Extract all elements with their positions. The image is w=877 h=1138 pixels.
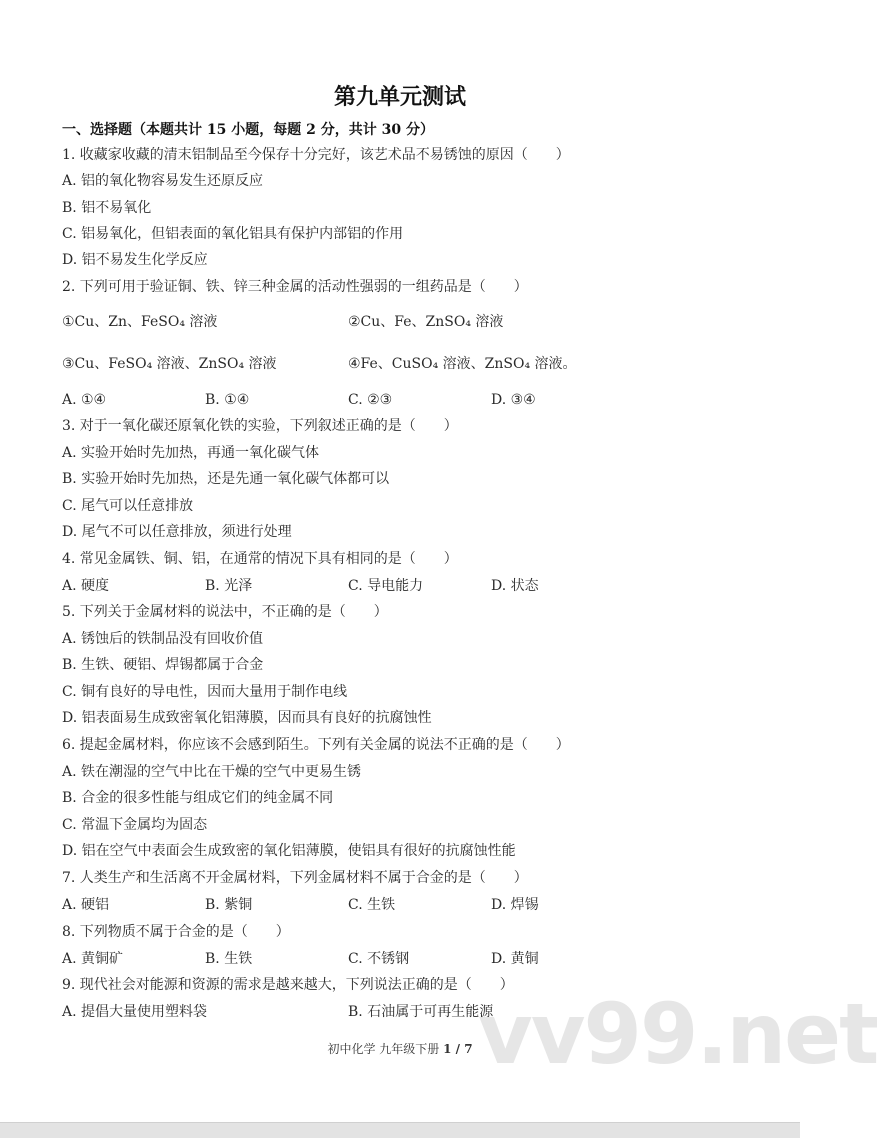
answer-option: D. 状态 [491, 578, 539, 594]
answer-option: A. 锈蚀后的铁制品没有回收价值 [62, 631, 264, 647]
answer-option: B. 生铁 [205, 951, 253, 967]
question-stem: 6. 提起金属材料，你应该不会感到陌生。下列有关金属的说法不正确的是（ ） [62, 737, 570, 753]
choice-item: ④Fe、CuSO₄ 溶液、ZnSO₄ 溶液。 [348, 356, 577, 372]
answer-option: A. 提倡大量使用塑料袋 [62, 1004, 208, 1020]
answer-option: C. 铜有良好的导电性，因而大量用于制作电线 [62, 684, 348, 700]
answer-option: A. 实验开始时先加热，再通一氧化碳气体 [62, 445, 320, 461]
answer-option: D. 焊锡 [491, 897, 539, 913]
question-stem: 2. 下列可用于验证铜、铁、锌三种金属的活动性强弱的一组药品是（ ） [62, 279, 528, 295]
answer-option: D. 铝表面易生成致密氧化铝薄膜，因而具有良好的抗腐蚀性 [62, 710, 432, 726]
answer-option: B. 铝不易氧化 [62, 200, 152, 216]
answer-option: D. 黄铜 [491, 951, 539, 967]
answer-option: A. 硬度 [62, 578, 110, 594]
footer-subject: 初中化学 九年级下册 [327, 1042, 440, 1056]
watermark: vv99.net [478, 985, 877, 1083]
answer-option: B. 紫铜 [205, 897, 253, 913]
question-stem: 5. 下列关于金属材料的说法中，不正确的是（ ） [62, 604, 388, 620]
answer-option: B. 生铁、硬铝、焊锡都属于合金 [62, 657, 264, 673]
choice-item: ③Cu、FeSO₄ 溶液、ZnSO₄ 溶液 [62, 356, 277, 372]
answer-option: C. 常温下金属均为固态 [62, 817, 208, 833]
question-stem: 1. 收藏家收藏的清末铝制品至今保存十分完好，该艺术品不易锈蚀的原因（ ） [62, 147, 570, 163]
answer-option: D. 尾气不可以任意排放，须进行处理 [62, 524, 292, 540]
answer-option: C. 铝易氧化，但铝表面的氧化铝具有保护内部铝的作用 [62, 226, 404, 242]
answer-option: B. ①④ [205, 392, 250, 408]
page-number: 1 / 7 [443, 1042, 473, 1056]
answer-option: A. 铁在潮湿的空气中比在干燥的空气中更易生锈 [62, 764, 362, 780]
answer-option: C. 不锈钢 [348, 951, 410, 967]
answer-option: B. 实验开始时先加热，还是先通一氧化碳气体都可以 [62, 471, 390, 487]
answer-option: D. ③④ [491, 392, 536, 408]
answer-option: A. 硬铝 [62, 897, 110, 913]
question-stem: 3. 对于一氧化碳还原氧化铁的实验，下列叙述正确的是（ ） [62, 418, 458, 434]
answer-option: B. 光泽 [205, 578, 253, 594]
answer-option: C. ②③ [348, 392, 393, 408]
answer-option: C. 生铁 [348, 897, 396, 913]
answer-option: D. 铝不易发生化学反应 [62, 252, 208, 268]
answer-option: C. 尾气可以任意排放 [62, 498, 194, 514]
choice-item: ②Cu、Fe、ZnSO₄ 溶液 [348, 314, 504, 330]
question-stem: 7. 人类生产和生活离不开金属材料，下列金属材料不属于合金的是（ ） [62, 870, 528, 886]
question-stem: 9. 现代社会对能源和资源的需求是越来越大，下列说法正确的是（ ） [62, 977, 514, 993]
answer-option: D. 铝在空气中表面会生成致密的氧化铝薄膜，使铝具有很好的抗腐蚀性能 [62, 843, 516, 859]
answer-option: B. 合金的很多性能与组成它们的纯金属不同 [62, 790, 334, 806]
viewer-bottom-bar [0, 1122, 800, 1138]
answer-option: A. 铝的氧化物容易发生还原反应 [62, 173, 264, 189]
answer-option: A. ①④ [62, 392, 107, 408]
page-title: 第九单元测试 [333, 85, 466, 110]
answer-option: C. 导电能力 [348, 578, 424, 594]
question-stem: 4. 常见金属铁、铜、铝，在通常的情况下具有相同的是（ ） [62, 551, 458, 567]
section-heading: 一、选择题（本题共计 15 小题，每题 2 分，共计 30 分） [62, 122, 434, 138]
answer-option: A. 黄铜矿 [62, 951, 124, 967]
answer-option: B. 石油属于可再生能源 [348, 1004, 494, 1020]
question-stem: 8. 下列物质不属于合金的是（ ） [62, 924, 290, 940]
choice-item: ①Cu、Zn、FeSO₄ 溶液 [62, 314, 218, 330]
